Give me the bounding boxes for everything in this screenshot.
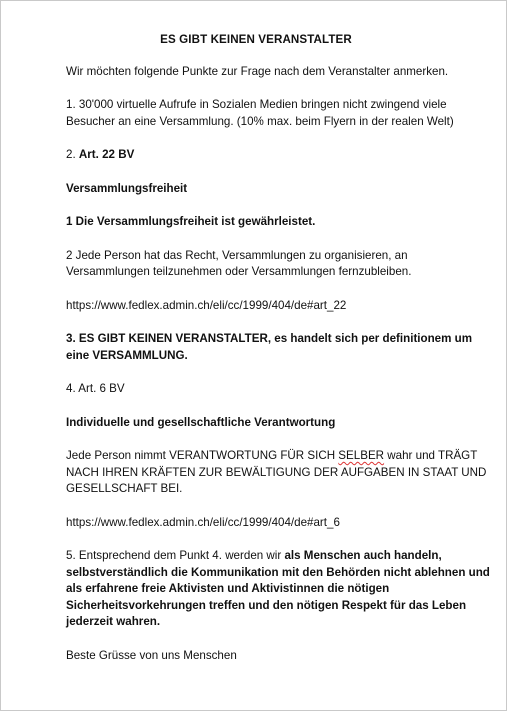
closing-line: Beste Grüsse von uns Menschen [66, 648, 237, 662]
art6-paragraph [66, 448, 491, 498]
art22-paragraph-2: 2 Jede Person hat das Recht, Versammlungen zu organisieren, an Versammlungen teilzunehmen oder Versammlungen fernzubleiben. [66, 248, 412, 278]
document-title: ES GIBT KEINEN VERANSTALTER [160, 33, 352, 46]
heading-versammlungsfreiheit-text: Versammlungsfreiheit [66, 181, 188, 195]
point-1-paragraph: 1. 30'000 virtuelle Aufrufe in Sozialen Medien bringen nicht zwingend viele Besucher an eine Versammlung. (10% max. beim Flyern in der realen Welt) [66, 98, 454, 128]
point-2-number: 2. [66, 148, 79, 161]
link-art22: https://www.fedlex.admin.ch/eli/cc/1999/404/de#art_22 [66, 298, 347, 312]
point-5-paragraph [66, 548, 491, 631]
document-body [66, 32, 491, 681]
point-5-normal-text: 5. Entsprechend dem Punkt 4. werden wir [66, 549, 285, 562]
spellcheck-flagged-word: SELBER [338, 449, 385, 462]
point-2-reference: Art. 22 BV [78, 148, 135, 161]
art22-paragraph-1-text: 1 Die Versammlungsfreiheit ist gewährleistet. [66, 215, 316, 228]
intro-paragraph: Wir möchten folgende Punkte zur Frage nach dem Veranstalter anmerken. [66, 64, 449, 78]
point-5-bold-text: als Menschen auch handeln, selbstverständlich die Kommunikation mit den Behörden nicht ablehnen und als erfahrene freie Aktivisten und Aktivistinnen die nötigen Sicherheitsvorkehrungen treffen und den nötigen Respekt für das Leben jederzeit wahren. [66, 549, 490, 628]
point-2-paragraph [66, 147, 491, 164]
point-4-paragraph: 4. Art. 6 BV [66, 382, 125, 395]
heading-verantwortung-text: Individuelle und gesellschaftliche Verantwortung [66, 415, 336, 429]
link-art6: https://www.fedlex.admin.ch/eli/cc/1999/404/de#art_6 [66, 515, 340, 529]
art22-paragraph-1 [66, 214, 491, 231]
point-3-text: 3. ES GIBT KEINEN VERANSTALTER, es handelt sich per definitionem um eine VERSAMMLUNG. [66, 332, 473, 362]
art6-text-before: Jede Person nimmt VERANTWORTUNG FÜR SICH [66, 449, 339, 462]
heading-versammlungsfreiheit [66, 181, 491, 198]
art6-text-after: wahr und TRÄGT NACH IHREN KRÄFTEN ZUR BEWÄLTIGUNG DER AUFGABEN IN STAAT UND GESELLSCHAFT BEI. [66, 449, 487, 495]
point-3-paragraph [66, 331, 491, 364]
heading-verantwortung [66, 415, 491, 432]
